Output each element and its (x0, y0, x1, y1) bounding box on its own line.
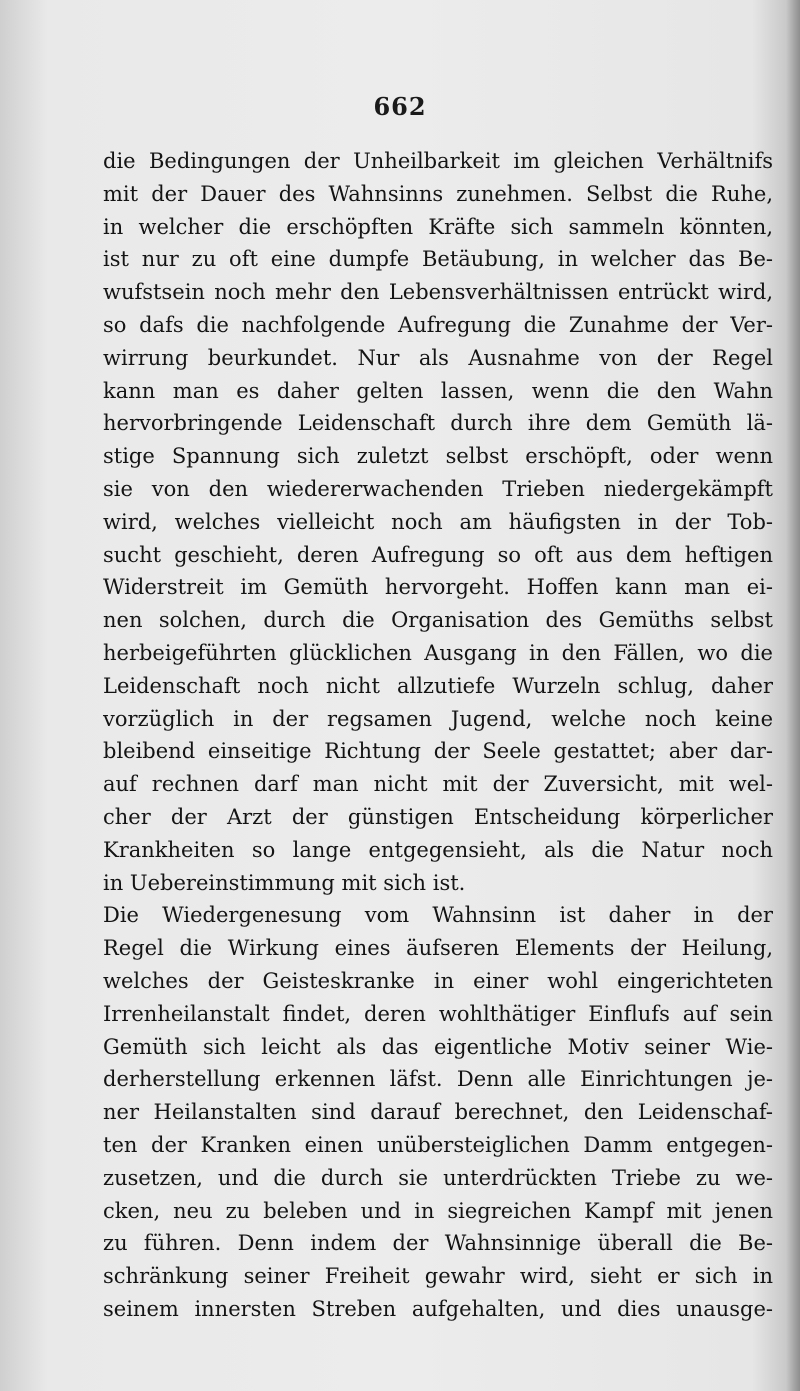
paragraph-start-line: Die Wiedergenesung vom Wahnsinn ist daher in der (103, 903, 773, 928)
text-line: sie von den wiedererwachenden Trieben niedergekämpft (103, 476, 773, 501)
text-line: zu führen. Denn indem der Wahnsinnige überall die Be- (103, 1231, 773, 1256)
text-line: welches der Geisteskranke in einer wohl eingerichteten (103, 968, 773, 993)
text-line: hervorbringende Leidenschaft durch ihre dem Gemüth lä- (103, 411, 773, 436)
text-line: seinem innersten Streben aufgehalten, und dies unausge- (103, 1296, 773, 1321)
text-line: nen solchen, durch die Organisation des Gemüths selbst (103, 608, 773, 633)
text-line: kann man es daher gelten lassen, wenn die den Wahn (103, 378, 773, 403)
text-line: wird, welches vielleicht noch am häufigsten in der Tob- (103, 509, 773, 534)
text-line: Leidenschaft noch nicht allzutiefe Wurzeln schlug, daher (103, 673, 773, 698)
text-line: Krankheiten so lange entgegensieht, als die Natur noch (103, 837, 773, 862)
text-line: die Bedingungen der Unheilbarkeit im gleichen Verhältnifs (103, 149, 773, 173)
text-line: vorzüglich in der regsamen Jugend, welche noch keine (103, 706, 773, 731)
page-number: 662 (373, 92, 427, 121)
text-line: ten der Kranken einen unübersteiglichen Damm entgegen- (103, 1132, 773, 1157)
text-line: derherstellung erkennen läfst. Denn alle Einrichtungen je- (103, 1067, 773, 1092)
text-line: schränkung seiner Freiheit gewahr wird, sieht er sich in (103, 1264, 773, 1289)
text-line: cken, neu zu beleben und in siegreichen Kampf mit jenen (103, 1198, 773, 1223)
text-line: cher der Arzt der günstigen Entscheidung körperlicher (103, 804, 773, 829)
text-line: Gemüth sich leicht als das eigentliche Motiv seiner Wie- (103, 1034, 773, 1059)
text-line: wufstsein noch mehr den Lebensverhältnissen entrückt wird, (103, 280, 773, 305)
text-line: wirrung beurkundet. Nur als Ausnahme von der Regel (103, 345, 773, 370)
text-line: bleibend einseitige Richtung der Seele gestattet; aber dar- (103, 739, 773, 764)
text-line: Irrenheilanstalt findet, deren wohlthätiger Einflufs auf sein (103, 1001, 773, 1026)
text-line: Regel die Wirkung eines äufseren Elements der Heilung, (103, 936, 773, 961)
body-text (103, 145, 773, 1326)
text-line: auf rechnen darf man nicht mit der Zuversicht, mit wel- (103, 772, 773, 797)
text-line: ner Heilanstalten sind darauf berechnet, den Leidenschaf- (103, 1100, 773, 1125)
text-line: zusetzen, und die durch sie unterdrückten Triebe zu we- (103, 1165, 773, 1190)
page-edge-shadow (786, 0, 800, 1391)
text-line: Widerstreit im Gemüth hervorgeht. Hoffen kann man ei- (103, 575, 773, 600)
text-line: mit der Dauer des Wahnsinns zunehmen. Selbst die Ruhe, (103, 181, 773, 206)
text-line: stige Spannung sich zuletzt selbst erschöpft, oder wenn (103, 444, 773, 469)
text-line: ist nur zu oft eine dumpfe Betäubung, in welcher das Be- (103, 247, 773, 272)
text-line: so dafs die nachfolgende Aufregung die Zunahme der Ver- (103, 312, 773, 337)
text-line: sucht geschieht, deren Aufregung so oft aus dem heftigen (103, 542, 773, 567)
text-line: in welcher die erschöpften Kräfte sich sammeln könnten, (103, 214, 773, 239)
text-line: in Uebereinstimmung mit sich ist. (103, 870, 466, 895)
text-line: herbeigeführten glücklichen Ausgang in den Fällen, wo die (103, 640, 773, 665)
